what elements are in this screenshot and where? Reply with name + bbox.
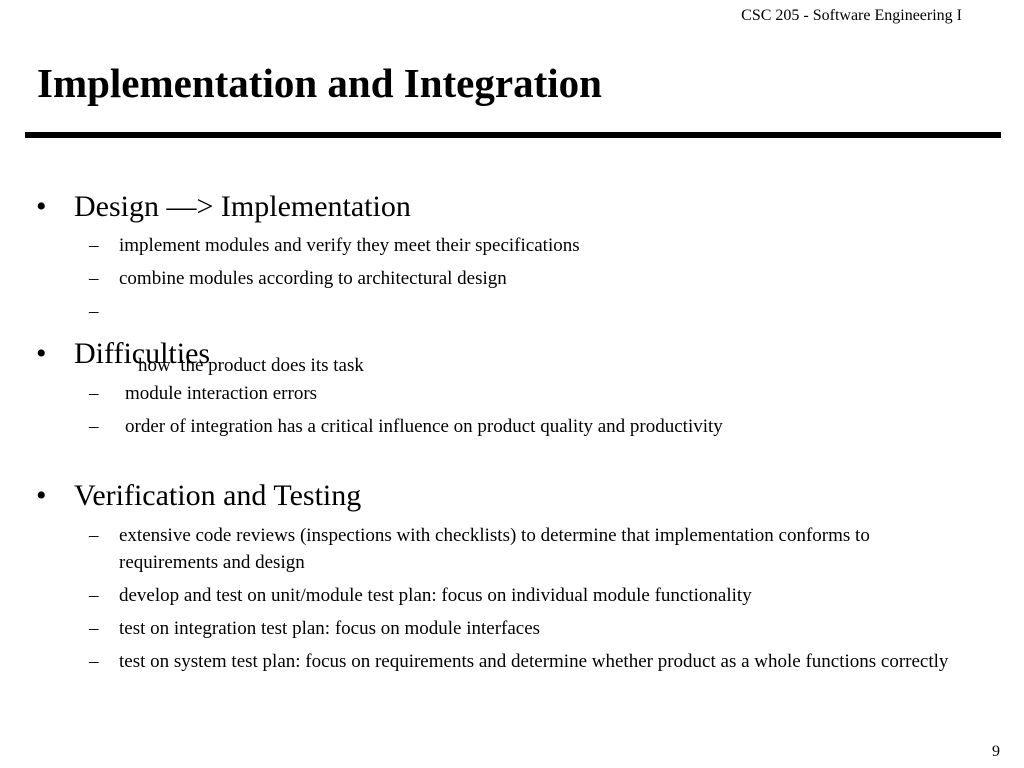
sub-item-text: module interaction errors: [125, 383, 318, 404]
sub-item: [89, 522, 919, 576]
bullet-heading: Verification and Testing: [74, 479, 362, 512]
bullet-design-implementation: [36, 189, 411, 225]
dash-marker: –: [89, 585, 99, 606]
dash-marker: –: [89, 525, 99, 546]
dash-marker: –: [89, 235, 99, 256]
bullet-verification-testing: [36, 478, 361, 514]
dash-marker: –: [89, 301, 99, 322]
sub-item-text: test on integration test plan: focus on module interfaces: [119, 618, 541, 639]
dash-marker: –: [89, 416, 99, 437]
page-number: 9: [992, 743, 1000, 760]
sub-item-text: test on system test plan: focus on requirements and determine whether product as a whole functions correctly: [119, 651, 949, 672]
sub-item: [89, 265, 939, 292]
sub-item: [89, 380, 765, 407]
sub-item: [89, 615, 979, 642]
sub-item: [89, 582, 979, 609]
sub-item-text: how the product does its task: [138, 355, 364, 376]
bullet-marker: •: [36, 190, 47, 223]
course-header: CSC 205 - Software Engineering I: [741, 7, 962, 24]
dash-marker: –: [89, 268, 99, 289]
bullet-heading: Difficulties: [74, 337, 211, 370]
slide-title: Implementation and Integration: [37, 60, 602, 106]
dash-marker: –: [89, 651, 99, 672]
sub-item-text: extensive code reviews (inspections with checklists) to determine that implementation conforms to requirements and design: [119, 525, 870, 573]
sub-item: [89, 413, 765, 440]
sub-item-text: develop and test on unit/module test plan: focus on individual module functionality: [119, 585, 752, 606]
sub-item-text: combine modules according to architectural design: [119, 268, 507, 289]
sub-item-text: implement modules and verify they meet their specifications: [119, 235, 580, 256]
dash-marker: –: [89, 618, 99, 639]
bullet-difficulties: [36, 336, 210, 372]
bullet-marker: •: [36, 337, 47, 370]
dash-marker: –: [89, 383, 99, 404]
bullet-heading: Design —> Implementation: [74, 190, 411, 223]
sub-item-text: order of integration has a critical influence on product quality and productivity: [125, 416, 723, 437]
sub-item: [89, 232, 939, 259]
bullet-marker: •: [36, 479, 47, 512]
sub-item: [89, 648, 949, 675]
